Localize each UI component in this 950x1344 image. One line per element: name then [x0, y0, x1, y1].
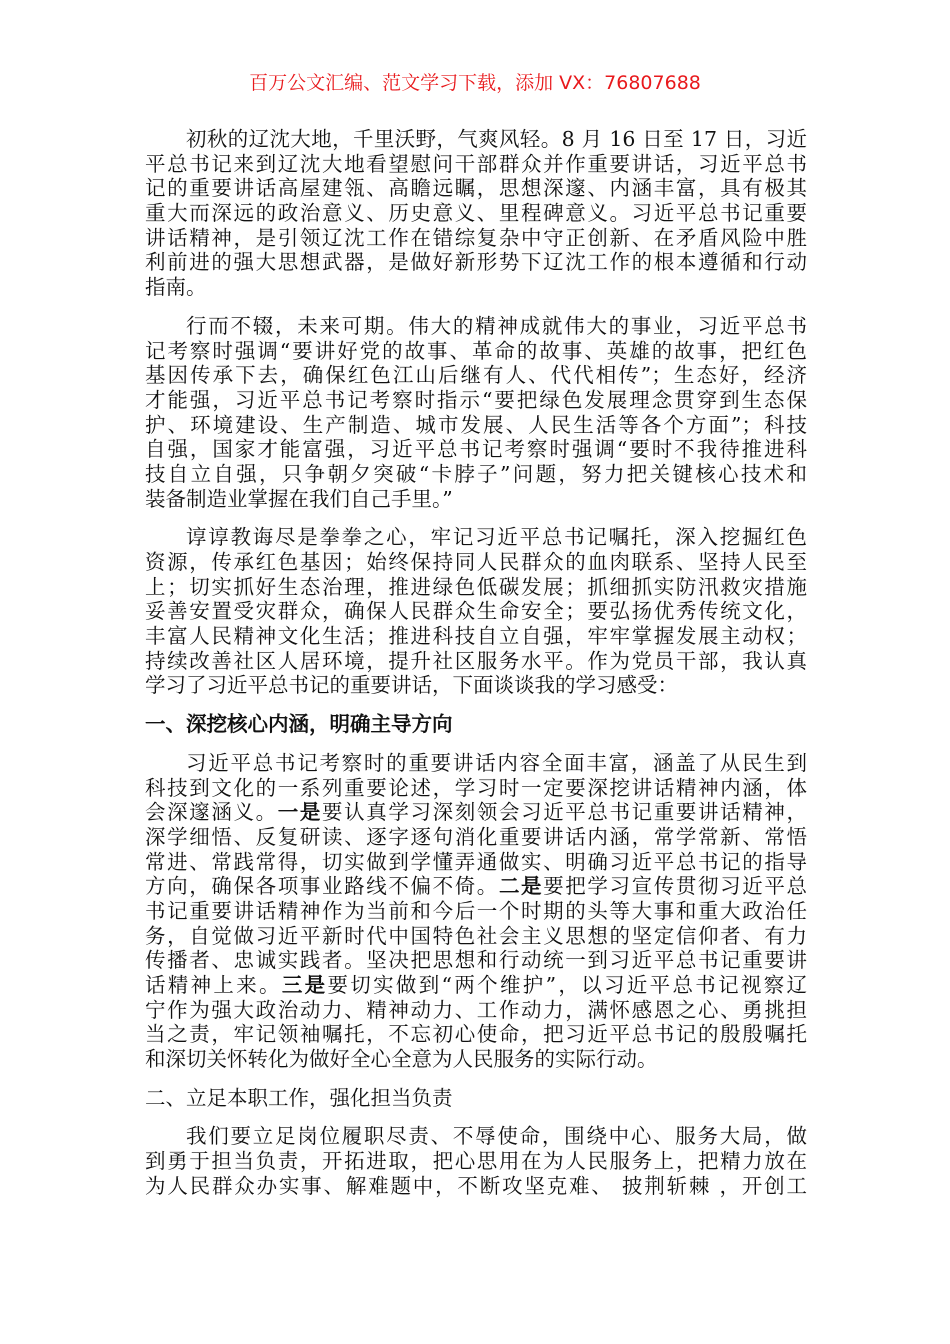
watermark-banner: 百万公文汇编、范文学习下载，添加 VX：76807688: [249, 72, 701, 94]
text-line: 记考察时强调“要讲好党的故事、革命的故事、英雄的故事，把红色: [145, 338, 807, 363]
text-line: 到勇于担当负责，开拓进取，把心思用在为人民服务上，把精力放在: [145, 1149, 807, 1174]
text-line: 为人民群众办实事、解难题中，不断攻坚克难、 披荆斩棘 ，开创工: [145, 1173, 807, 1198]
text-line: 科技到文化的一系列重要论述，学习时一定要深挖讲话精神内涵，体: [145, 775, 807, 800]
bold-marker: 二是: [498, 874, 544, 899]
section-heading: 一、深挖核心内涵，明确主导方向: [145, 712, 453, 737]
text-line: [145, 874, 807, 899]
paragraph: [145, 751, 807, 1072]
text-segment: 要把学习宣传贯彻习近平总: [543, 874, 808, 899]
text-line: 利前进的强大思想武器，是做好新形势下辽沈工作的根本遵循和行动: [145, 250, 807, 275]
text-line: 装备制造业掌握在我们自己手里。”: [145, 486, 453, 511]
text-line: 资源，传承红色基因；始终保持同人民群众的血肉联系、坚持人民至: [145, 550, 807, 574]
text-line: 习近平总书记考察时的重要讲话内容全面丰富，涵盖了从民生到: [186, 750, 807, 775]
paragraph: [145, 1124, 807, 1198]
bold-marker: 三是: [281, 973, 328, 997]
bold-marker: 一是: [277, 800, 322, 825]
text-segment: 要切实做到“两个维护”，以习近平总书记视察辽: [327, 973, 807, 997]
text-segment: 要认真学习深刻领会习近平总书记重要讲话精神，: [321, 800, 808, 825]
text-segment: 话精神上来。: [145, 973, 282, 997]
text-line: 指南。: [145, 275, 207, 300]
paragraph: [145, 127, 807, 300]
text-line: 丰富人民精神文化生活；推进科技自立自强，牢牢掌握发展主动权；: [145, 624, 807, 649]
text-line: 基因传承下去，确保红色江山后继有人、代代相传”；生态好，经济: [145, 363, 807, 388]
text-line: 当之责，牢记领袖嘱托，不忘初心使命，把习近平总书记的殷殷嘱托: [145, 1022, 807, 1047]
text-line: 讲话精神，是引领辽沈工作在错综复杂中守正创新、在矛盾风险中胜: [145, 225, 807, 250]
document-body: [145, 127, 807, 1213]
text-line: 初秋的辽沈大地，千里沃野，气爽风轻。8 月 16 日至 17 日，习近: [186, 127, 807, 151]
text-line: 自强，国家才能富强，习近平总书记考察时强调“要时不我待推进科: [145, 437, 807, 462]
text-line: 护、环境建设、生产制造、城市发展、人民生活等各个方面”；科技: [145, 412, 807, 437]
paragraph: [145, 525, 807, 698]
text-line: 技自立自强，只争朝夕突破“卡脖子”问题，努力把关键核心技术和: [145, 461, 807, 486]
text-line: 和深切关怀转化为做好全心全意为人民服务的实际行动。: [145, 1047, 658, 1072]
text-line: 妥善安置受灾群众，确保人民群众生命安全；要弘扬优秀传统文化，: [145, 599, 807, 624]
text-line: 谆谆教诲尽是拳拳之心，牢记习近平总书记嘱托，深入挖掘红色: [186, 525, 807, 550]
text-line: 平总书记来到辽沈大地看望慰问干部群众并作重要讲话，习近平总书: [145, 151, 807, 176]
text-segment: 方向，确保各项事业路线不偏不倚。: [145, 874, 499, 899]
text-line: 宁作为强大政治动力、精神动力、工作动力，满怀感恩之心、勇挑担: [145, 997, 807, 1022]
text-line: 才能强，习近平总书记考察时指示“要把绿色发展理念贯穿到生态保: [145, 387, 807, 412]
text-line: 常进、常践常得，切实做到学懂弄通做实、明确习近平总书记的指导: [145, 849, 807, 874]
text-line: 行而不辍，未来可期。伟大的精神成就伟大的事业，习近平总书: [186, 313, 807, 338]
text-line: 学习了习近平总书记的重要讲话，下面谈谈我的学习感受：: [145, 673, 678, 698]
section-heading: 二、立足本职工作，强化担当负责: [145, 1085, 453, 1110]
text-line: 重大而深远的政治意义、历史意义、里程碑意义。习近平总书记重要: [145, 201, 807, 226]
text-line: 深学细悟、反复研读、逐字逐句消化重要讲话内涵，常学常新、常悟: [145, 824, 807, 849]
text-line: 记的重要讲话高屋建瓴、高瞻远瞩，思想深邃、内涵丰富，具有极其: [145, 176, 807, 201]
text-line: [145, 973, 807, 998]
text-line: 书记重要讲话精神作为当前和今后一个时期的头等大事和重大政治任: [145, 898, 807, 923]
text-segment: 会深邃涵义。: [145, 800, 278, 825]
text-line: 我们要立足岗位履职尽责、不辱使命，围绕中心、服务大局，做: [186, 1124, 807, 1149]
text-line: 务，自觉做习近平新时代中国特色社会主义思想的坚定信仰者、有力: [145, 923, 807, 948]
paragraph: [145, 314, 807, 512]
text-line: 传播者、忠诚实践者。坚决把思想和行动统一到习近平总书记重要讲: [145, 948, 807, 973]
text-line: 上；切实抓好生态治理，推进绿色低碳发展；抓细抓实防汛救灾措施: [145, 574, 807, 599]
text-line: 持续改善社区人居环境，提升社区服务水平。作为党员干部，我认真: [145, 648, 807, 673]
text-line: [145, 800, 807, 825]
